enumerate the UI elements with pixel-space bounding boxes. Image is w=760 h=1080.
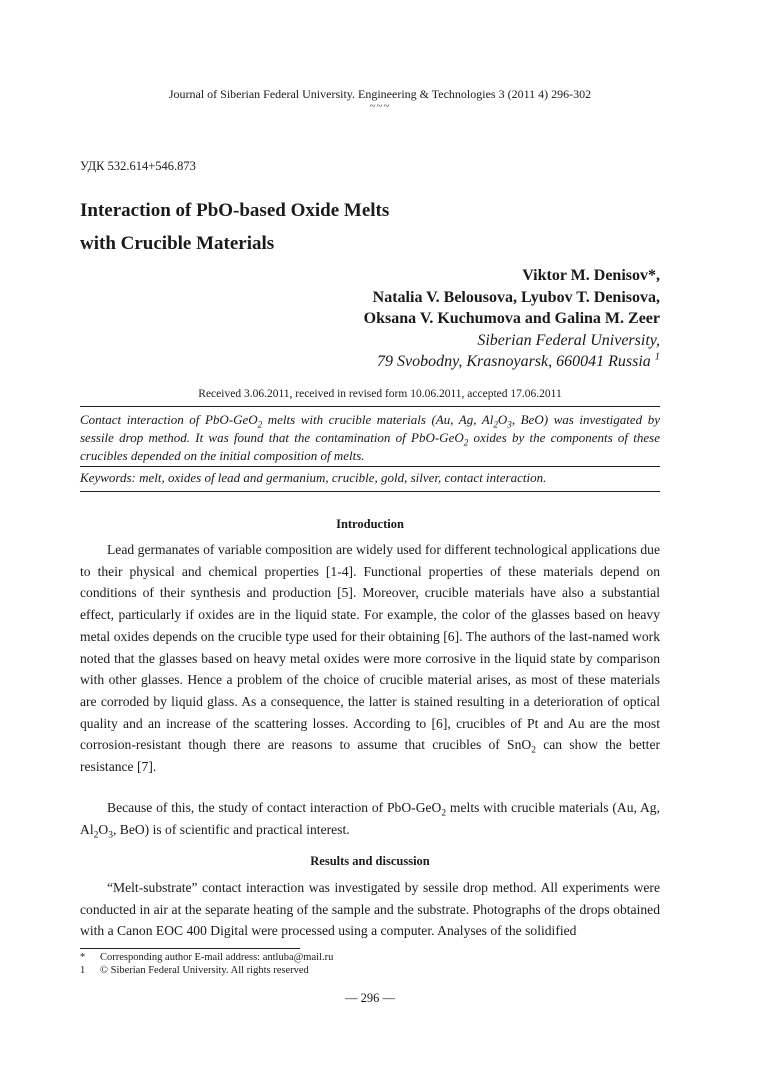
- footnote-rule: [80, 948, 300, 949]
- footnote-1: [80, 952, 333, 964]
- intro-paragraph-2: [80, 797, 660, 840]
- header-ornament: ~~~: [369, 100, 391, 112]
- paragraph-text: Because of this, the study of contact interaction of PbO-GeO: [107, 800, 442, 815]
- journal-header: Journal of Siberian Federal University. Engineering & Technologies 3 (2011 4) 296-302: [168, 87, 592, 101]
- footnote-text: Corresponding author E-mail address: antluba@mail.ru: [100, 952, 334, 963]
- section-heading-introduction: Introduction: [336, 517, 404, 531]
- footnote-text: © Siberian Federal University. All rights reserved: [100, 965, 309, 976]
- intro-paragraph-1: [80, 539, 660, 778]
- abstract-top-rule: [80, 406, 660, 407]
- udk-code: УДК 532.614+546.873: [80, 159, 196, 173]
- paragraph-text: melts with crucible materials (Au, Ag, Al: [80, 800, 660, 837]
- author-block: [364, 265, 660, 373]
- abstract-text: O: [497, 412, 508, 427]
- footnote-mark: 1: [80, 965, 86, 976]
- subscript: 2: [531, 746, 536, 757]
- title-line-2: with Crucible Materials: [80, 233, 275, 254]
- title-line-1: Interaction of PbO-based Oxide Melts: [80, 200, 390, 221]
- abstract-mid-rule: [80, 466, 660, 467]
- subscript: 2: [441, 808, 447, 819]
- affiliation-line-1: Siberian Federal University,: [477, 331, 660, 349]
- author-line-1: Viktor M. Denisov*,: [522, 267, 660, 284]
- abstract-text: oxides by the components of these crucibles depended on the initial composition of melts.: [80, 430, 660, 464]
- subscript: 3: [108, 830, 113, 841]
- subscript: 3: [507, 419, 512, 430]
- received-dates: Received 3.06.2011, received in revised form 10.06.2011, accepted 17.06.2011: [198, 388, 562, 400]
- abstract-text: melts with crucible materials (Au, Ag, Al: [262, 412, 494, 427]
- footnote-mark: *: [80, 952, 86, 963]
- paragraph-text: can show the better resistance [7].: [80, 737, 661, 775]
- paragraph-text: Lead germanates of variable composition are widely used for different technological applications due to their physical and chemical properties [1-4]. Functional properties of these materials depend on conditions of their synthesis and production [5]. Moreover, crucible materials have also a substantial effect, particularly if oxides are in the liquid state. For example, the color of the glasses based on heavy metal oxides depends on the crucible type used for their obtaining [6]. The authors of the last-named work noted that the glasses based on heavy metal oxides were more corrosive in the liquid state by comparison with other glasses. Hence a problem of the choice of crucible material arises, as most of these materials are corroded by liquid glass. As a consequence, the latter is stained resulting in a deterioration of optical quality and an increase of the scattering losses. According to [6], crucibles of Pt and Au are the most corrosion-resistant though there are reasons to assume that crucibles of SnO: [80, 542, 660, 753]
- abstract-text: , BeO) was investigated by sessile drop method. It was found that the contamination of PbO-GeO: [80, 412, 660, 446]
- author-line-2: Natalia V. Belousova, Lyubov T. Denisova,: [372, 288, 660, 306]
- footnote-2: [80, 965, 309, 977]
- abstract: [80, 411, 660, 466]
- author-line-3: Oksana V. Kuchumova and Galina M. Zeer: [363, 310, 660, 327]
- paragraph-text: , BeO) is of scientific and practical interest.: [112, 821, 350, 837]
- keywords-bottom-rule: [80, 491, 660, 492]
- subscript: 2: [93, 830, 99, 841]
- subscript: 2: [257, 419, 263, 430]
- paragraph-text: O: [98, 821, 109, 837]
- affiliation-line-2: [364, 351, 660, 373]
- subscript: 2: [493, 419, 498, 430]
- page-number: — 296 —: [345, 991, 395, 1005]
- paper-title: [80, 194, 389, 260]
- subscript: 2: [463, 437, 469, 448]
- section-heading-results: Results and discussion: [310, 854, 430, 868]
- keywords: Keywords: melt, oxides of lead and germanium, crucible, gold, silver, contact interaction.: [80, 470, 547, 485]
- results-paragraph-1: “Melt-substrate” contact interaction was investigated by sessile drop method. All experiments were conducted in air at the separate heating of the sample and the substrate. Photographs of the drops obtained with a Canon EOC 400 Digital were processed using a computer. Analyses of the solidified: [80, 880, 660, 939]
- affiliation-mark: 1: [654, 351, 660, 363]
- abstract-text: Contact interaction of PbO-GeO: [80, 412, 258, 427]
- affiliation-address: 79 Svobodny, Krasnoyarsk, 660041 Russia: [377, 353, 651, 370]
